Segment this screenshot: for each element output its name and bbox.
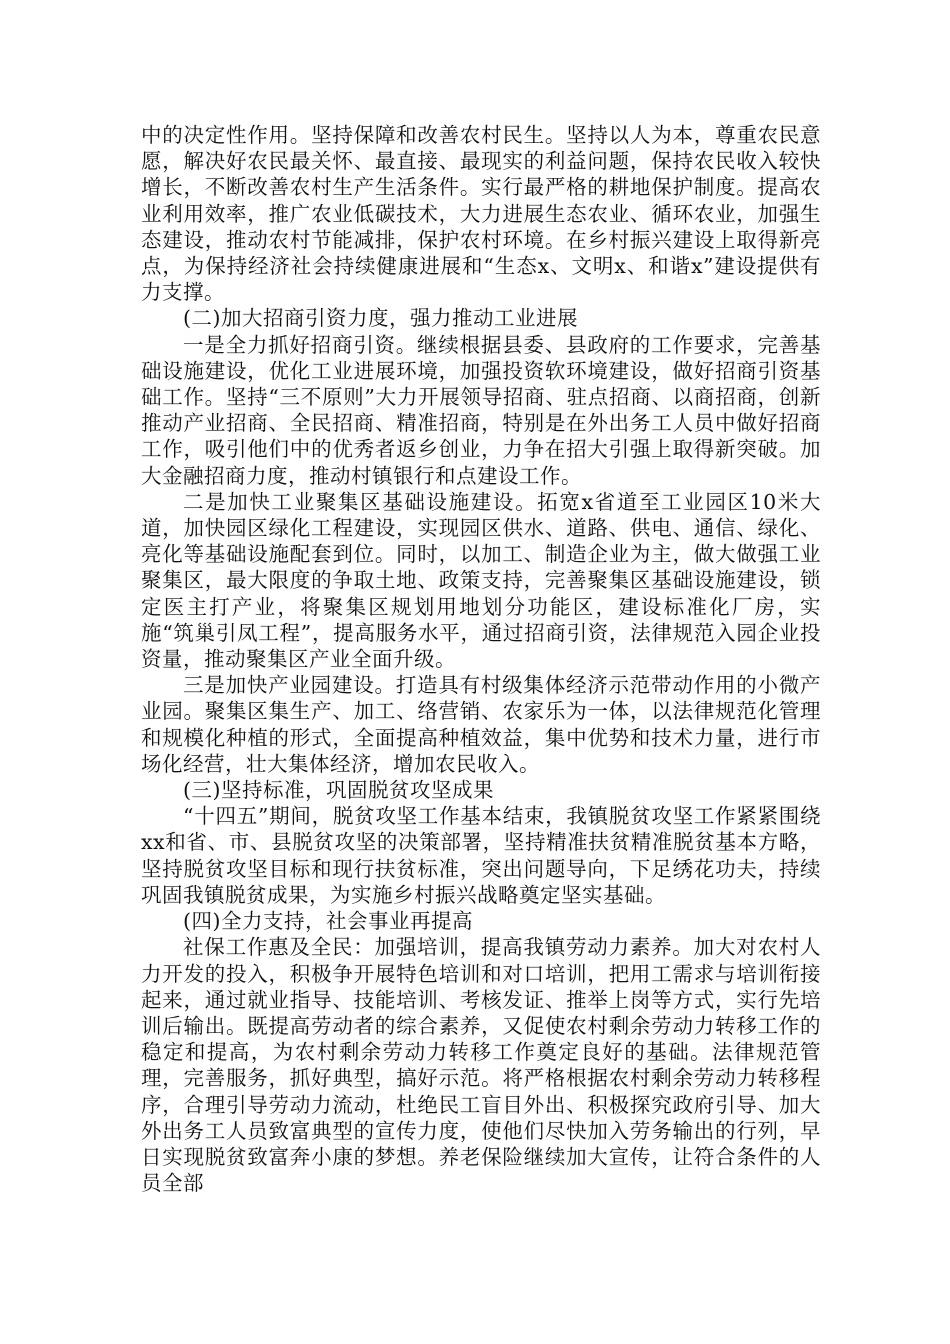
body-paragraph-4: 三是加快产业园建设。打造具有村级集体经济示范带动作用的小微产业园。聚集区集生产、加工、络营销、农家乐为一体，以法律规范化管理和规模化种植的形式，全面提高种植效益，集中优势和技术力量，进行市场化经营，壮大集体经济，增加农民收入。 <box>141 673 821 776</box>
body-paragraph-6: 社保工作惠及全民：加强培训，提高我镇劳动力素养。加大对农村人力开发的投入，积极争开展特色培训和对口培训，把用工需求与培训衔接起来，通过就业指导、技能培训、考核发证、推举上岗等方式，实行先培训后输出。既提高劳动者的综合素养，又促使农村剩余劳动力转移工作的稳定和提高，为农村剩余劳动力转移工作奠定良好的基础。法律规范管理，完善服务，抓好典型，搞好示范。将严格根据农村剩余劳动力转移程序，合理引导劳动力流动，杜绝民工盲目外出、积极探究政府引导、加大外出务工人员致富典型的宣传力度，使他们尽快加入劳务输出的行列，早日实现脱贫致富奔小康的梦想。养老保险继续加大宣传，让符合条件的人员全部 <box>141 935 821 1196</box>
body-paragraph-3: 二是加快工业聚集区基础设施建设。拓宽x省道至工业园区10米大道，加快园区绿化工程建设，实现园区供水、道路、供电、通信、绿化、亮化等基础设施配套到位。同时，以加工、制造企业为主，做大做强工业聚集区，最大限度的争取土地、政策支持，完善聚集区基础设施建设，锁定医主打产业，将聚集区规划用地划分功能区，建设标准化厂房，实施“筑巢引凤工程”，提高服务水平，通过招商引资，法律规范入园企业投资量，推动聚集区产业全面升级。 <box>141 489 821 672</box>
section-heading-4: (四)全力支持，社会事业再提高 <box>183 909 474 934</box>
section-heading-3: (三)坚持标准，巩固脱贫攻坚成果 <box>183 778 495 803</box>
document-page <box>141 122 821 1196</box>
body-paragraph-2: 一是全力抓好招商引资。继续根据县委、县政府的工作要求，完善基础设施建设，优化工业进展环境，加强投资软环境建设，做好招商引资基础工作。坚持“三不原则”大力开展领导招商、驻点招商、以商招商，创新推动产业招商、全民招商、精准招商，特别是在外出务工人员中做好招商工作，吸引他们中的优秀者返乡创业，力争在招大引强上取得新突破。加大金融招商力度，推动村镇银行和点建设工作。 <box>141 332 821 488</box>
body-paragraph-1: 中的决定性作用。坚持保障和改善农村民生。坚持以人为本，尊重农民意愿，解决好农民最关怀、最直接、最现实的利益问题，保持农民收入较快增长，不断改善农村生产生活条件。实行最严格的耕地保护制度。提高农业利用效率，推广农业低碳技术，大力进展生态农业、循环农业，加强生态建设，推动农村节能减排，保护农村环境。在乡村振兴建设上取得新亮点，为保持经济社会持续健康进展和“生态x、文明x、和谐x”建设提供有力支撑。 <box>141 123 821 305</box>
section-heading-2: (二)加大招商引资力度，强力推动工业进展 <box>183 306 579 331</box>
body-paragraph-5: “十四五”期间，脱贫攻坚工作基本结束，我镇脱贫攻坚工作紧紧围绕xx和省、市、县脱贫攻坚的决策部署，坚持精准扶贫精准脱贫基本方略，坚持脱贫攻坚目标和现行扶贫标准，突出问题导向，下足绣花功夫，持续巩固我镇脱贫成果，为实施乡村振兴战略奠定坚实基础。 <box>141 804 821 907</box>
